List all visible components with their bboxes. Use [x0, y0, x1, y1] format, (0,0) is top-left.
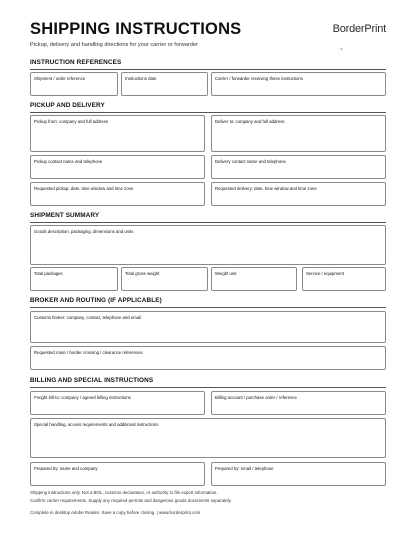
- section-instruction-references: INSTRUCTION REFERENCES: [30, 59, 386, 66]
- field-label: Total gross weight: [125, 271, 160, 276]
- customs-broker-field[interactable]: [30, 311, 386, 343]
- page-subtitle: Pickup, delivery and handling directions for your carrier or forwarder: [30, 42, 198, 48]
- section-billing: BILLING AND SPECIAL INSTRUCTIONS: [30, 377, 386, 384]
- weight-unit-field[interactable]: [211, 267, 297, 291]
- footer-requirements: Confirm carrier requirements. Supply any required permits and dangerous goods documents separately.: [30, 498, 232, 503]
- field-label: Pickup contact name and telephone: [34, 159, 103, 164]
- footer-disclaimer: Shipping instructions only. Not a BOL, customs declaration, or authority to file export information.: [30, 490, 218, 495]
- field-label: Requested route / border crossing / clearance references: [34, 350, 143, 355]
- section-broker-routing: BROKER AND ROUTING (IF APPLICABLE): [30, 297, 386, 304]
- field-label: Service / equipment: [306, 271, 344, 276]
- section-pickup-delivery: PICKUP AND DELIVERY: [30, 102, 386, 109]
- field-label: Weight unit: [215, 271, 237, 276]
- billing-account-field[interactable]: [211, 391, 386, 415]
- field-label: Carrier / forwarder receiving these instructions: [215, 76, 303, 81]
- special-handling-field[interactable]: [30, 418, 386, 458]
- instructions-date-field[interactable]: [121, 72, 208, 96]
- section-shipment-summary: SHIPMENT SUMMARY: [30, 212, 386, 219]
- shipment-reference-field[interactable]: [30, 72, 118, 96]
- prepared-by-name-field[interactable]: [30, 462, 205, 486]
- brand-logo: BorderPrint: [332, 23, 386, 35]
- requested-delivery-field[interactable]: [211, 182, 386, 206]
- prepared-by-email-field[interactable]: [211, 462, 386, 486]
- pickup-from-field[interactable]: [30, 115, 205, 152]
- field-label: Goods description, packaging, dimensions and units: [34, 229, 134, 234]
- field-label: Instructions date: [125, 76, 157, 81]
- freight-bill-to-field[interactable]: [30, 391, 205, 415]
- total-packages-field[interactable]: [30, 267, 118, 291]
- page-title: SHIPPING INSTRUCTIONS: [30, 20, 242, 38]
- field-label: Total packages: [34, 271, 63, 276]
- pickup-contact-field[interactable]: [30, 155, 205, 179]
- total-gross-weight-field[interactable]: [121, 267, 208, 291]
- field-label: Billing account / purchase order / reference: [215, 395, 297, 400]
- requested-route-field[interactable]: [30, 346, 386, 370]
- footer-completion-note: Complete in desktop Adobe Reader. Save a copy before closing. | www.borderprint.com: [30, 510, 201, 515]
- field-label: Requested pickup: date, time window and time zone: [34, 186, 134, 191]
- deliver-to-field[interactable]: [211, 115, 386, 152]
- field-label: Requested delivery: date, time window and time zone: [215, 186, 317, 191]
- field-label: Customs broker: company, contact, telephone and email: [34, 315, 142, 320]
- logo-trademark: ™: [339, 47, 343, 52]
- goods-description-field[interactable]: [30, 225, 386, 265]
- field-label: Prepared by: name and company: [34, 466, 98, 471]
- field-label: Freight bill-to: company / agreed billing instructions: [34, 395, 131, 400]
- field-label: Special handling, access requirements and additional instructions: [34, 422, 159, 427]
- delivery-contact-field[interactable]: [211, 155, 386, 179]
- field-label: Pickup from: company and full address: [34, 119, 109, 124]
- carrier-field[interactable]: [211, 72, 386, 96]
- service-equipment-field[interactable]: [302, 267, 386, 291]
- requested-pickup-field[interactable]: [30, 182, 205, 206]
- field-label: Shipment / order reference: [34, 76, 86, 81]
- field-label: Deliver to: company and full address: [215, 119, 285, 124]
- field-label: Prepared by: email / telephone: [215, 466, 274, 471]
- field-label: Delivery contact name and telephone: [215, 159, 286, 164]
